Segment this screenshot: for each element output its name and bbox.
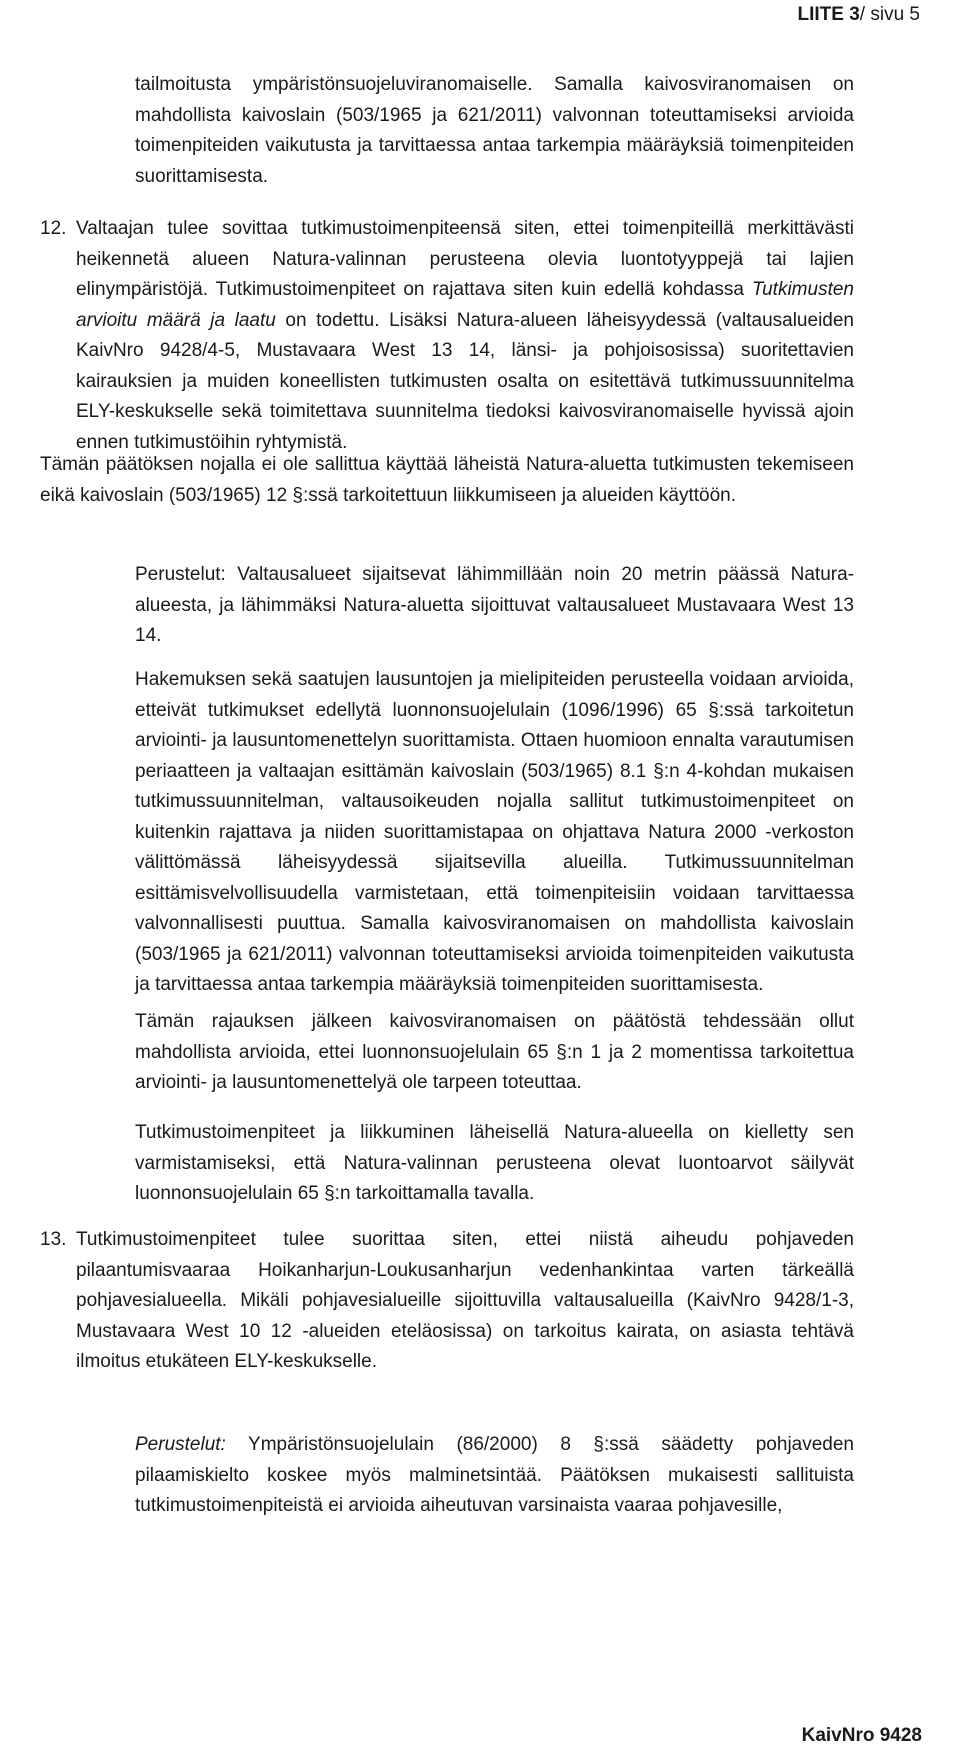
perustelut-1-text: : Valtausalueet sijaitsevat lähimmillään noin 20 metrin päässä Natura-alueesta, ja lähimmäksi Natura-aluetta sijoittuvat valtausalueet Mustavaara West 13 14. xyxy=(135,564,854,646)
paragraph-rajauksen: Tämän rajauksen jälkeen kaivosviranomaisen on päätöstä tehdessään ollut mahdollista arvioida, ettei luonnonsuojelulain 65 §:n 1 ja 2 momentissa tarkoitettua arviointi- ja lausuntomenettelyä ole tarpeen toteuttaa. xyxy=(135,1011,854,1093)
item-12-number: 12. xyxy=(40,218,67,239)
item-12-part1: Valtaajan tulee sovittaa tutkimustoimenpiteensä siten, ettei toimenpiteillä merkittävästi heikennetä alueen Natura-valinnan perusteena olevia luontotyyppejä tai lajien elinympäristöjä. Tutkimustoimenpiteet on rajattava siten kuin edellä kohdassa xyxy=(76,218,854,300)
paragraph-perustelut-1 xyxy=(135,560,854,652)
perustelut-2-text: Ympäristönsuojelulain (86/2000) 8 §:ssä säädetty pohjaveden pilaamiskielto koskee myös malminetsintää. Päätöksen mukaisesti sallituista tutkimustoimenpiteistä ei arvioida aiheutuvan varsinaista vaaraa pohjavesille, xyxy=(135,1434,854,1516)
item-12-text xyxy=(76,214,854,458)
paragraph-intro: tailmoitusta ympäristönsuojeluviranomaiselle. Samalla kaivosviranomaisen on mahdollista kaivoslain (503/1965 ja 621/2011) valvonnan toteuttamiseksi arvioida toimenpiteiden vaikutusta ja tarvittaessa antaa tarkempia määräyksiä toimenpiteiden suorittamisesta. xyxy=(135,74,854,187)
item-13-number: 13. xyxy=(40,1229,67,1250)
item-12-italic-reference: Tutkimusten arvioitu määrä ja laatu xyxy=(76,279,854,331)
paragraph-perustelut-2 xyxy=(135,1430,854,1522)
page-number-label: / sivu 5 xyxy=(859,4,920,25)
page-header xyxy=(798,2,921,28)
paragraph-kielletty: Tutkimustoimenpiteet ja liikkuminen läheisellä Natura-alueella on kielletty sen varmistamiseksi, että Natura-valinnan perusteena olevat luontoarvot säilyvät luonnonsuojelulain 65 §:n tarkoittamalla tavalla. xyxy=(135,1122,854,1204)
perustelut-2-label: Perustelut: xyxy=(135,1434,226,1455)
item-13-text: Tutkimustoimenpiteet tulee suorittaa siten, ettei niistä aiheudu pohjaveden pilaantumisvaaraa Hoikanharjun-Loukusanharjun vedenhankintaa varten tärkeällä pohjavesialueella. Mikäli pohjavesialueille sijoittuvilla valtausalueilla (KaivNro 9428/1-3, Mustavaara West 10 12 -alueiden eteläosissa) on tarkoitus kairata, on asiasta tehtävä ilmoitus etukäteen ELY-keskukselle. xyxy=(76,1229,854,1372)
perustelut-1-label: Perustelut xyxy=(135,564,221,585)
appendix-label: LIITE 3 xyxy=(797,4,860,25)
page-footer-reference: KaivNro 9428 xyxy=(801,1725,922,1746)
paragraph-prohibition: Tämän päätöksen nojalla ei ole sallittua käyttää läheistä Natura-aluetta tutkimusten tekemiseen eikä kaivoslain (503/1965) 12 §:ssä tarkoitettuun liikkumiseen ja alueiden käyttöön. xyxy=(40,454,854,506)
item-12-part2: on todettu. Lisäksi Natura-alueen läheisyydessä (valtausalueiden KaivNro 9428/4-5, Mustavaara West 13 14, länsi- ja pohjoisosissa) suoritettavien kairauksien ja muiden koneellisten tutkimusten osalta on esitettävä tutkimussuunnitelma ELY-keskukselle sekä toimitettava suunnitelma tiedoksi kaivosviranomaiselle hyvissä ajoin ennen tutkimustöihin ryhtymistä. xyxy=(76,309,854,453)
paragraph-hakemuksen: Hakemuksen sekä saatujen lausuntojen ja mielipiteiden perusteella voidaan arvioida, etteivät tutkimukset edellytä luonnonsuojelulain (1096/1996) 65 §:ssä tarkoitetun arviointi- ja lausuntomenettelyn suorittamista. Ottaen huomioon ennalta varautumisen periaatteen ja valtaajan esittämän kaivoslain (503/1965) 8.1 §:n 4-kohdan mukaisen tutkimussuunnitelman, valtausoikeuden nojalla sallitut tutkimustoimenpiteet on kuitenkin rajattava ja niiden suorittamistapaa on ohjattava Natura 2000 -verkoston välittömässä läheisyydessä sijaitsevilla alueilla. Tutkimussuunnitelman esittämisvelvollisuudella varmistetaan, että toimenpiteisiin voidaan tarvittaessa valvonnallisesti puuttua. Samalla kaivosviranomaisen on mahdollista kaivoslain (503/1965 ja 621/2011) valvonnan toteuttamiseksi arvioida toimenpiteiden vaikutusta ja tarvittaessa antaa tarkempia määräyksiä toimenpiteiden suorittamisesta. xyxy=(135,669,854,995)
